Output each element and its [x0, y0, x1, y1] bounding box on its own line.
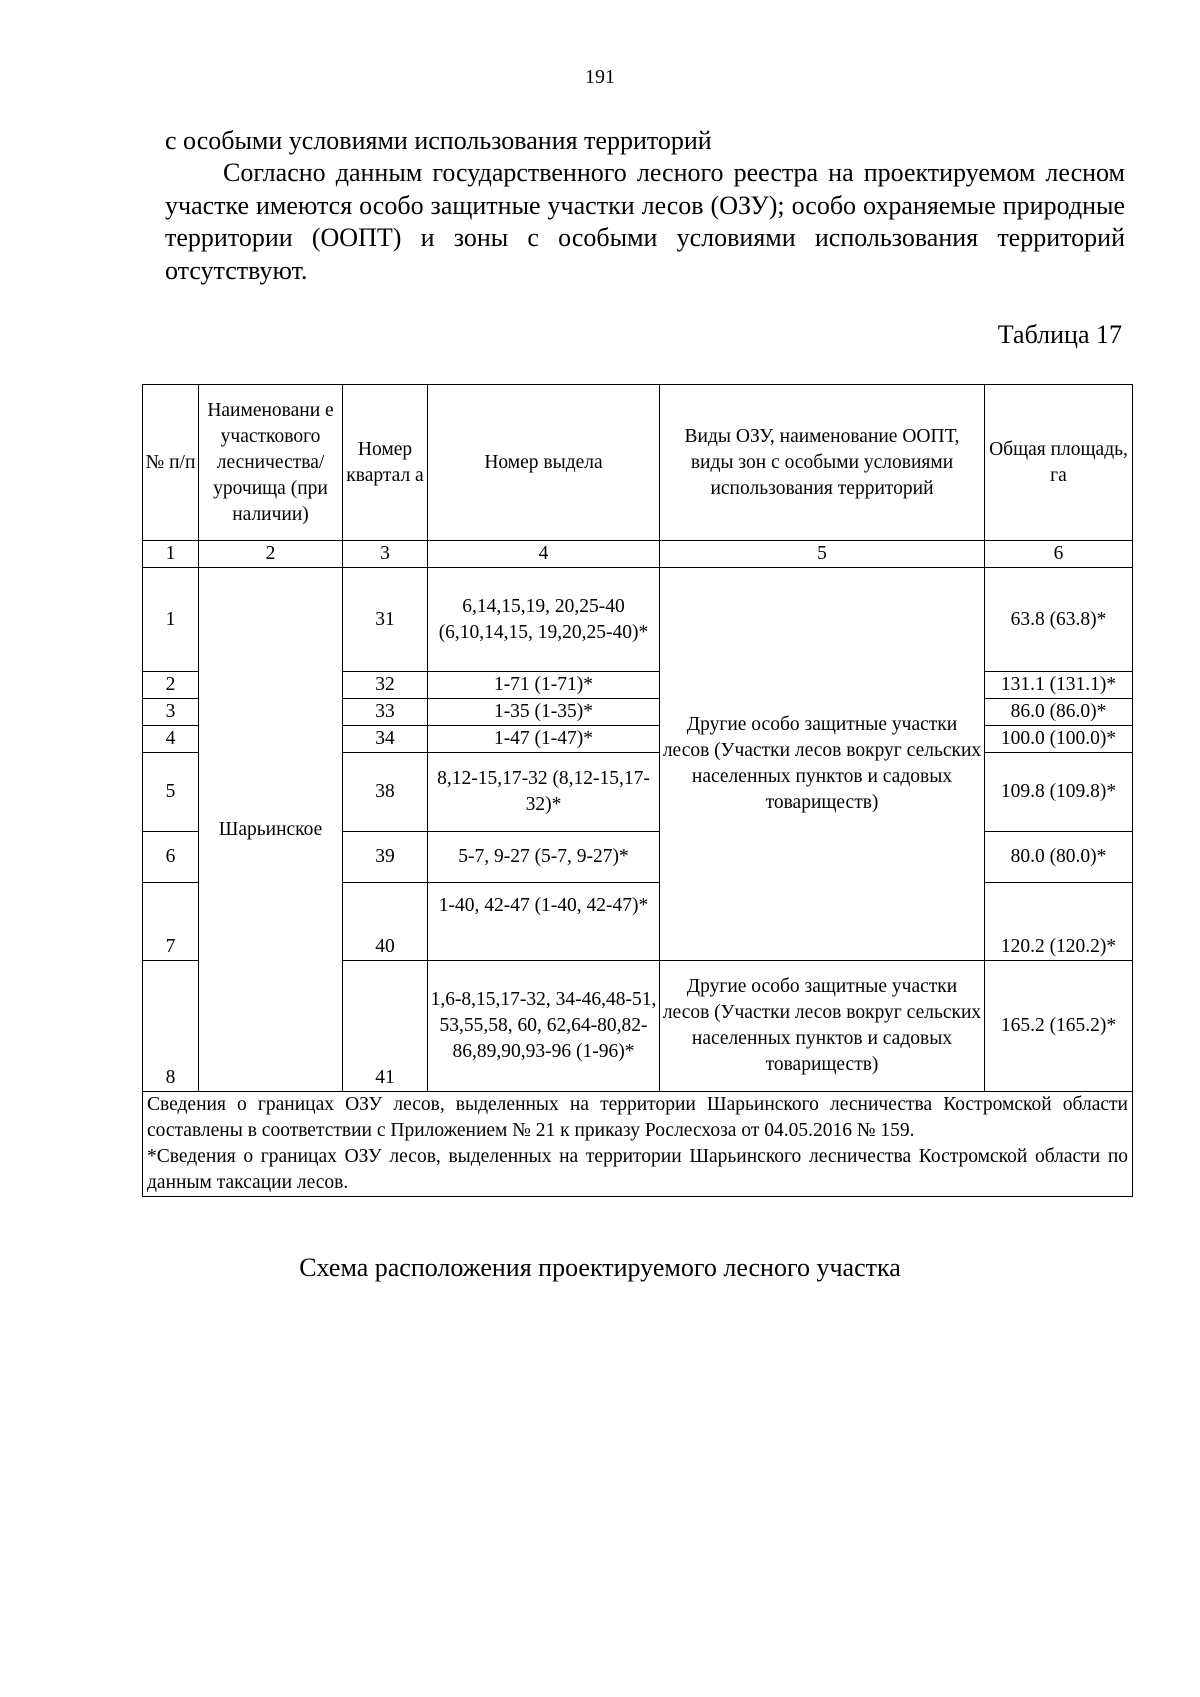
row-sections: 1,6-8,15,17-32, 34-46,48-51, 53,55,58, 60, 62,64-80,82-86,89,90,93-96 (1-96)*	[428, 961, 660, 1092]
table-row	[143, 568, 1133, 672]
row-quarter: 41	[343, 961, 428, 1092]
schema-title: Схема расположения проектируемого лесного участка	[299, 1253, 901, 1282]
zone-type-row8: Другие особо защитные участки лесов (Участки лесов вокруг сельских населенных пунктов и садовых товариществ)	[660, 961, 985, 1092]
row-sections: 1-35 (1-35)*	[428, 699, 660, 726]
row-area: 86.0 (86.0)*	[985, 699, 1133, 726]
row-quarter: 39	[343, 832, 428, 883]
column-number: 4	[428, 541, 660, 568]
page-number: 191	[585, 66, 615, 88]
row-quarter: 32	[343, 672, 428, 699]
column-number: 5	[660, 541, 985, 568]
note-source: Сведения о границах ОЗУ лесов, выделенных на территории Шарьинского лесничества Костромской области составлены в соответствии с Приложением № 21 к приказу Рослесхоза от 04.05.2016 № 159.	[147, 1094, 1128, 1141]
ozu-table	[142, 384, 1133, 1197]
row-quarter: 33	[343, 699, 428, 726]
lead-line: с особыми условиями использования территорий	[165, 126, 712, 155]
row-quarter: 40	[343, 883, 428, 961]
body-paragraph: Согласно данным государственного лесного реестра на проектируемом лесном участке имеются особо защитные участки лесов (ОЗУ); особо охраняемые природные территории (ООПТ) и зоны с особыми условиями использования территорий отсутствуют.	[165, 158, 1125, 285]
row-num: 6	[143, 832, 199, 883]
row-num: 4	[143, 726, 199, 753]
notes-row	[143, 1092, 1133, 1197]
header-section: Номер выдела	[428, 385, 660, 541]
row-num: 8	[143, 961, 199, 1092]
row-num: 5	[143, 753, 199, 832]
column-numbers-row	[143, 541, 1133, 568]
row-area: 165.2 (165.2)*	[985, 961, 1133, 1092]
header-forestry: Наименовани е участкового лесничества/ урочища (при наличии)	[199, 385, 343, 541]
row-sections: 1-71 (1-71)*	[428, 672, 660, 699]
zone-type-main: Другие особо защитные участки лесов (Участки лесов вокруг сельских населенных пунктов и садовых товариществ)	[660, 568, 985, 961]
header-num: № п/п	[143, 385, 199, 541]
forestry-name: Шарьинское	[199, 568, 343, 1092]
row-num: 1	[143, 568, 199, 672]
row-num: 2	[143, 672, 199, 699]
row-sections: 8,12-15,17-32 (8,12-15,17- 32)*	[428, 753, 660, 832]
row-quarter: 34	[343, 726, 428, 753]
row-num: 7	[143, 883, 199, 961]
row-quarter: 31	[343, 568, 428, 672]
row-area: 63.8 (63.8)*	[985, 568, 1133, 672]
header-quarter: Номер квартал а	[343, 385, 428, 541]
row-area: 120.2 (120.2)*	[985, 883, 1133, 961]
row-sections: 1-40, 42-47 (1-40, 42-47)*	[428, 883, 660, 961]
table-header-row	[143, 385, 1133, 541]
table-caption: Таблица 17	[997, 320, 1122, 349]
column-number: 1	[143, 541, 199, 568]
column-number: 2	[199, 541, 343, 568]
row-area: 80.0 (80.0)*	[985, 832, 1133, 883]
row-num: 3	[143, 699, 199, 726]
row-sections: 5-7, 9-27 (5-7, 9-27)*	[428, 832, 660, 883]
row-area: 109.8 (109.8)*	[985, 753, 1133, 832]
row-sections: 6,14,15,19, 20,25-40 (6,10,14,15, 19,20,25-40)*	[428, 568, 660, 672]
note-taxation: *Сведения о границах ОЗУ лесов, выделенных на территории Шарьинского лесничества Костромской области по данным таксации лесов.	[147, 1146, 1128, 1193]
row-quarter: 38	[343, 753, 428, 832]
header-zone-type: Виды ОЗУ, наименование ООПТ, виды зон с особыми условиями использования территорий	[660, 385, 985, 541]
header-area: Общая площадь, га	[985, 385, 1133, 541]
row-area: 100.0 (100.0)*	[985, 726, 1133, 753]
column-number: 6	[985, 541, 1133, 568]
row-sections: 1-47 (1-47)*	[428, 726, 660, 753]
table-notes	[143, 1092, 1133, 1197]
row-area: 131.1 (131.1)*	[985, 672, 1133, 699]
column-number: 3	[343, 541, 428, 568]
